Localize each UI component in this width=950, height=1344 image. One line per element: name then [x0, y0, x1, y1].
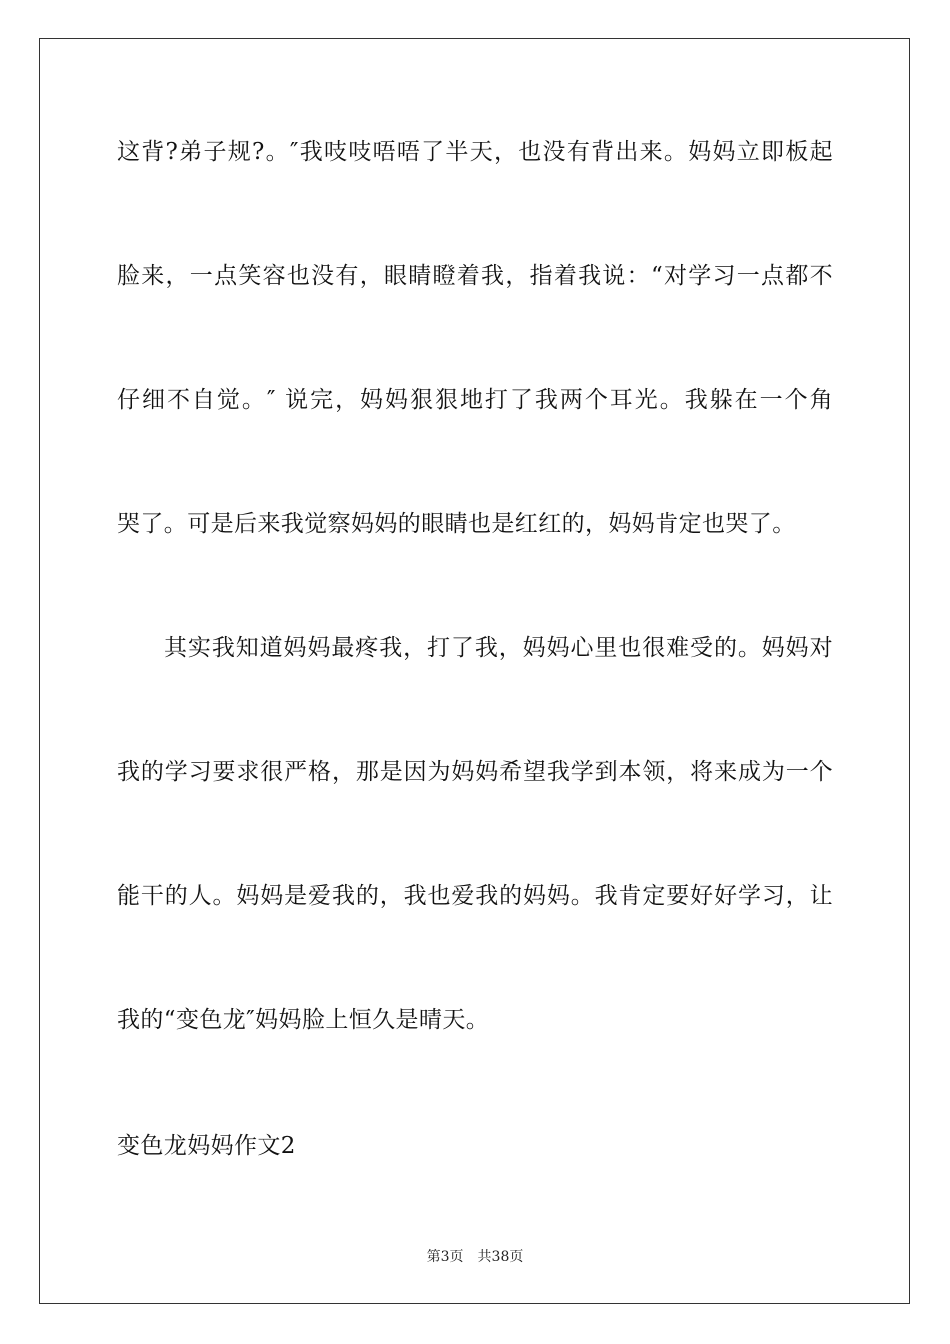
paragraph-2-line-4: 我的“变色龙″妈妈脸上恒久是晴天。	[117, 1007, 490, 1033]
paragraph-2-line-3: 能干的人。妈妈是爱我的，我也爱我的妈妈。我肯定要好好学习，让	[117, 883, 833, 909]
paragraph-2-line-2: 我的学习要求很严格，那是因为妈妈希望我学到本领，将来成为一个	[117, 759, 833, 785]
paragraph-1-line-3: 仔细不自觉。″ 说完，妈妈狠狠地打了我两个耳光。我躲在一个角	[117, 387, 833, 413]
current-page-number: 第3页	[426, 1249, 464, 1265]
paragraph-1-line-1: 这背?弟子规?。″我吱吱唔唔了半天，也没有背出来。妈妈立即板起	[117, 139, 833, 165]
section-heading: 变色龙妈妈作文2	[117, 1133, 296, 1159]
paragraph-1-line-2: 脸来，一点笑容也没有，眼睛瞪着我，指着我说：“对学习一点都不	[117, 263, 833, 289]
paragraph-2-line-1: 其实我知道妈妈最疼我，打了我，妈妈心里也很难受的。妈妈对	[164, 635, 833, 661]
paragraph-1-line-4: 哭了。可是后来我觉察妈妈的眼睛也是红红的，妈妈肯定也哭了。	[117, 511, 796, 537]
page-footer	[0, 1248, 950, 1266]
total-page-count: 共38页	[477, 1249, 524, 1265]
page-border	[39, 38, 910, 1304]
